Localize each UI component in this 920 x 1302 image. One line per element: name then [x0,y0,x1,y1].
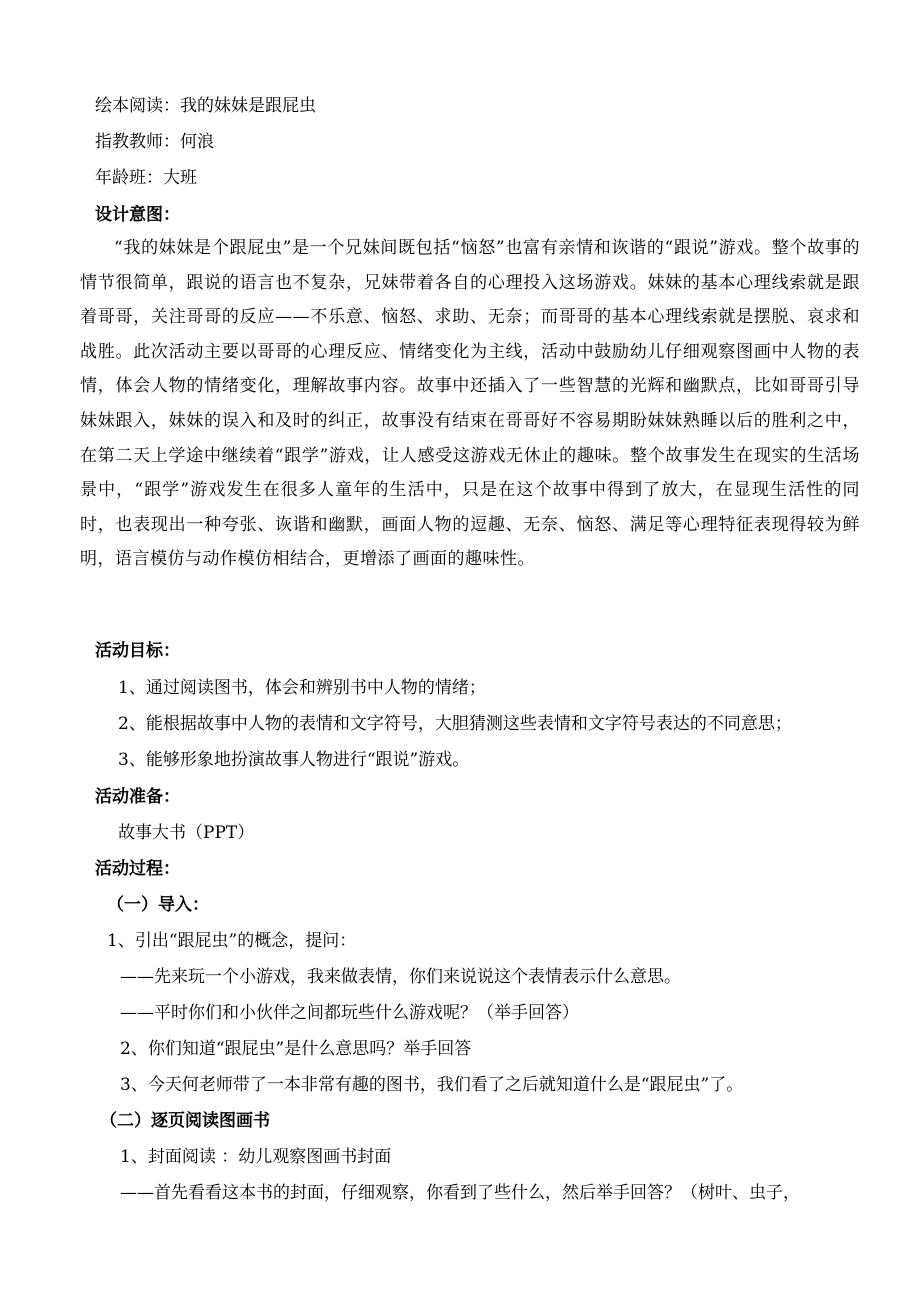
age-group-line: 年龄班：大班 [95,168,197,188]
part1-step: 2、你们知道“跟屁虫”是什么意思吗？举手回答 [120,1039,472,1059]
part2-dash-item: ——首先看看这本书的封面，仔细观察，你看到了些什么，然后举手回答？（树叶、虫子， [120,1183,800,1203]
part1-step: 3、今天何老师带了一本非常有趣的图书，我们看了之后就知道什么是“跟屁虫”了。 [120,1075,744,1095]
part1-heading: （一）导入： [107,895,209,915]
part1-dash-item: ——平时你们和小伙伴之间都玩些什么游戏呢？（举手回答） [120,1003,579,1023]
teacher-line: 指教教师：何浪 [95,132,214,152]
part1-step: 1、引出“跟屁虫”的概念，提问： [107,931,357,951]
prep-heading: 活动准备： [95,787,180,807]
part2-step: 1、封面阅读 ：幼儿观察图画书封面 [120,1147,392,1167]
design-paragraph: “我的妹妹是个跟屁虫”是一个兄妹间既包括“恼怒”也富有亲情和诙谐的“跟说”游戏。整个故事的情节很简单，跟说的语言也不复杂，兄妹带着各自的心理投入这场游戏。妹妹的基本心理线索就是跟着哥哥，关注哥哥的反应——不乐意、恼怒、求助、无奈；而哥哥的基本心理线索就是摆脱、哀求和战胜。此次活动主要以哥哥的心理反应、情绪变化为主线，活动中鼓励幼儿仔细观察图画中人物的表情，体会人物的情绪变化，理解故事内容。故事中还插入了一些智慧的光辉和幽默点，比如哥哥引导妹妹跟入，妹妹的误入和及时的纠正，故事没有结束在哥哥好不容易期盼妹妹熟睡以后的胜利之中，在第二天上学途中继续着“跟学”游戏，让人感受这游戏无休止的趣味。整个故事发生在现实的生活场景中，“跟学”游戏发生在很多人童年的生活中，只是在这个故事中得到了放大，在显现生活性的同时，也表现出一种夸张、诙谐和幽默，画面人物的逗趣、无奈、恼怒、满足等心理特征表现得较为鲜明，语言模仿与动作模仿相结合，更增添了画面的趣味性。 [80,238,860,570]
design-heading: 设计意图： [95,205,180,225]
goal-item: 1、通过阅读图书，体会和辨别书中人物的情绪； [118,678,486,698]
part1-dash-item: ——先来玩一个小游戏，我来做表情，你们来说说这个表情表示什么意思。 [120,967,681,987]
goal-item: 3、能够形象地扮演故事人物进行“跟说”游戏。 [118,750,470,770]
goals-heading: 活动目标： [95,641,180,661]
part2-heading: （二）逐页阅读图画书 [100,1111,270,1131]
prep-item: 故事大书（PPT） [118,823,255,843]
process-heading: 活动过程： [95,859,180,879]
document-title: 绘本阅读：我的妹妹是跟屁虫 [95,96,316,116]
goal-item: 2、能根据故事中人物的表情和文字符号，大胆猜测这些表情和文字符号表达的不同意思； [118,714,792,734]
